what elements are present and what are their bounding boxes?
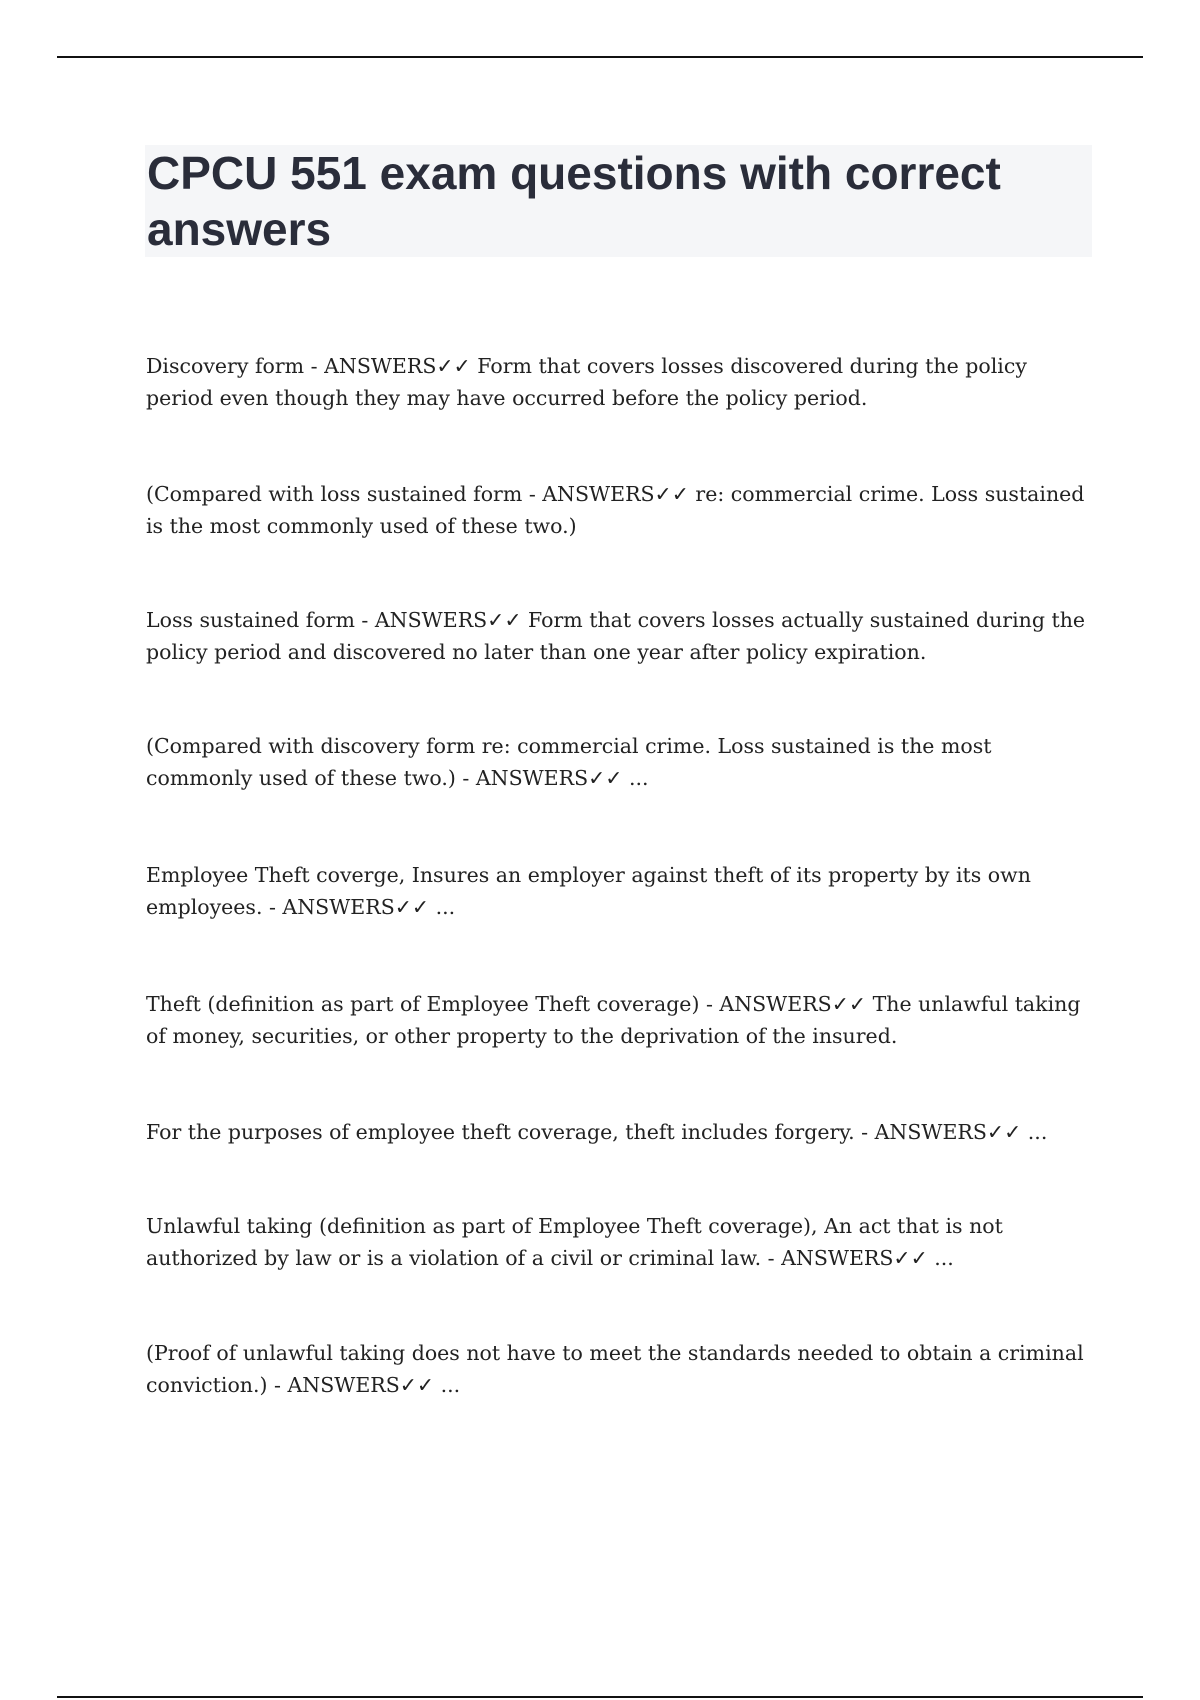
title-block (145, 145, 1092, 257)
qa-entry-proof-unlawful: (Proof of unlawful taking does not have to meet the standards needed to obtain a criminal conviction.) - ANSWERS✓✓ ... (146, 1341, 1084, 1397)
top-divider (57, 56, 1143, 58)
qa-entry-discovery-form: Discovery form - ANSWERS✓✓ Form that covers losses discovered during the policy period even though they may have occurred before the policy period. (146, 354, 1027, 410)
qa-entry-compared-discovery: (Compared with discovery form re: commercial crime. Loss sustained is the most commonly used of these two.) - ANSWERS✓✓ ... (146, 734, 992, 790)
qa-entry-employee-theft: Employee Theft coverge, Insures an employer against theft of its property by its own employees. - ANSWERS✓✓ ... (146, 863, 1031, 919)
qa-entry-unlawful-taking: Unlawful taking (definition as part of Employee Theft coverage), An act that is not authorized by law or is a violation of a civil or criminal law. - ANSWERS✓✓ ... (146, 1214, 1003, 1270)
qa-entry-forgery: For the purposes of employee theft coverage, theft includes forgery. - ANSWERS✓✓ ... (146, 1120, 1048, 1144)
qa-entry-loss-sustained-form: Loss sustained form - ANSWERS✓✓ Form that covers losses actually sustained during the policy period and discovered no later than one year after policy expiration. (146, 608, 1086, 664)
document-title: CPCU 551 exam questions with correct answers (147, 147, 1001, 255)
qa-entry-theft-definition: Theft (definition as part of Employee Theft coverage) - ANSWERS✓✓ The unlawful taking of money, securities, or other property to the deprivation of the insured. (146, 992, 1081, 1048)
bottom-divider (57, 1696, 1143, 1698)
qa-entry-compared-loss-sustained: (Compared with loss sustained form - ANSWERS✓✓ re: commercial crime. Loss sustained is the most commonly used of these two.) (146, 482, 1085, 538)
